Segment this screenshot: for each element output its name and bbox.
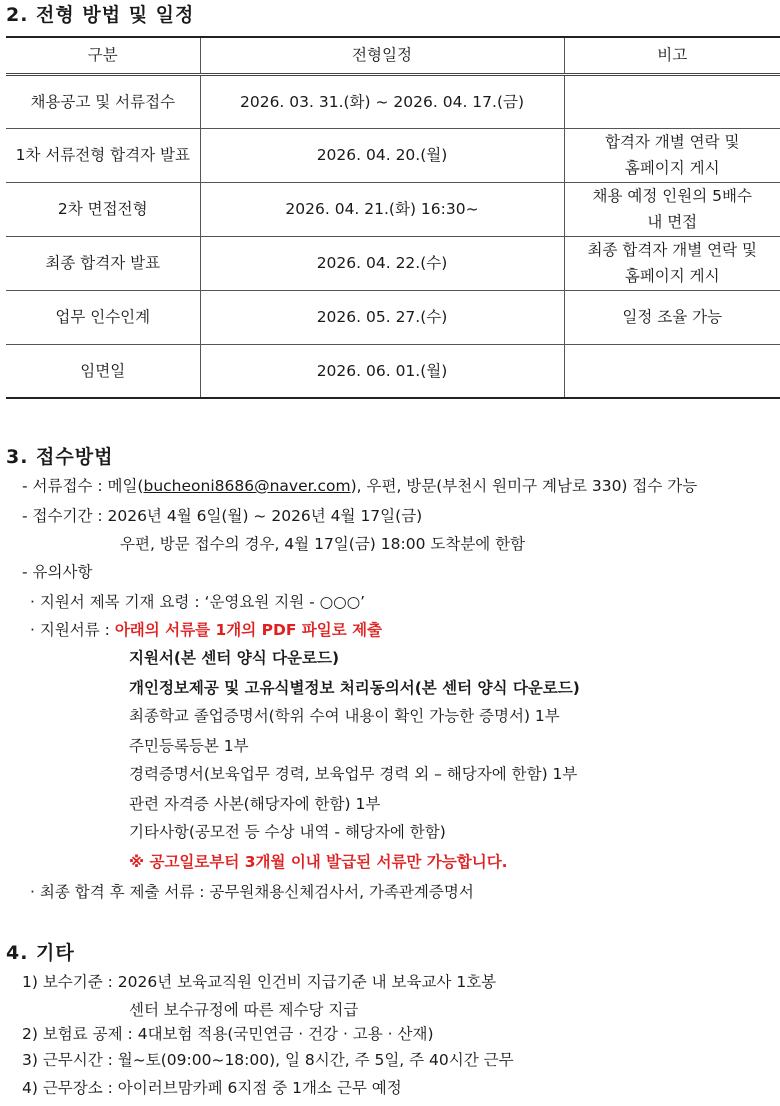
title-rule: · 지원서 제목 기재 요령 : ‘운영요원 지원 - ○○○’ — [30, 593, 366, 611]
header-schedule: 전형일정 — [200, 37, 564, 74]
table-row — [6, 236, 780, 290]
period-line-2: 우편, 방문 접수의 경우, 4월 17일(금) 18:00 도착분에 한함 — [120, 535, 526, 553]
doc-item: 경력증명서(보육업무 경력, 보육업무 경력 외 – 해당자에 한함) 1부 — [129, 765, 578, 783]
row-schedule: 2026. 05. 27.(수) — [200, 290, 564, 344]
row-note: 일정 조율 가능 — [564, 290, 780, 344]
row-schedule: 2026. 06. 01.(월) — [200, 344, 564, 398]
doc-receipt-prefix: - 서류접수 : 메일( — [22, 477, 144, 495]
row-schedule: 2026. 04. 20.(월) — [200, 128, 564, 182]
etc-item: 4) 근무장소 : 아이러브맘카페 6지점 중 1개소 근무 예정 — [22, 1079, 402, 1097]
notice-label: - 유의사항 — [22, 563, 93, 581]
table-row — [6, 344, 780, 398]
table-row — [6, 128, 780, 182]
final-docs: · 최종 합격 후 제출 서류 : 공무원채용신체검사서, 가족관계증명서 — [30, 883, 474, 901]
etc-item: 1) 보수기준 : 2026년 보육교직원 인건비 지급기준 내 보육교사 1호봉 — [22, 973, 497, 991]
doc-item: 개인정보제공 및 고유식별정보 처리동의서(본 센터 양식 다운로드) — [129, 679, 580, 697]
row-category: 임면일 — [6, 344, 200, 398]
docs-line — [30, 620, 382, 640]
table-header-row — [6, 37, 780, 74]
period-line-1: - 접수기간 : 2026년 4월 6일(월) ~ 2026년 4월 17일(금) — [22, 507, 423, 525]
row-note — [564, 344, 780, 398]
doc-item: 기타사항(공모전 등 수상 내역 - 해당자에 한함) — [129, 823, 446, 841]
header-note: 비고 — [564, 37, 780, 74]
doc-item: 주민등록등본 1부 — [129, 737, 249, 755]
etc-item: 센터 보수규정에 따른 제수당 지급 — [129, 1001, 359, 1019]
section-3-title: 3. 접수방법 — [6, 446, 114, 468]
row-schedule: 2026. 04. 21.(화) 16:30~ — [200, 182, 564, 236]
row-category: 1차 서류전형 합격자 발표 — [6, 128, 200, 182]
row-note: 합격자 개별 연락 및 홈페이지 게시 — [564, 128, 780, 182]
row-note — [564, 74, 780, 128]
schedule-table — [6, 36, 780, 399]
doc-receipt-suffix: ), 우편, 방문(부천시 원미구 계남로 330) 접수 가능 — [350, 477, 698, 495]
doc-item: 관련 자격증 사본(해당자에 한함) 1부 — [129, 795, 381, 813]
doc-item: 지원서(본 센터 양식 다운로드) — [129, 649, 340, 667]
row-schedule: 2026. 04. 22.(수) — [200, 236, 564, 290]
warning-text: ※ 공고일로부터 3개월 이내 발급된 서류만 가능합니다. — [129, 853, 508, 871]
row-category: 업무 인수인계 — [6, 290, 200, 344]
docs-highlight: 아래의 서류를 1개의 PDF 파일로 제출 — [114, 621, 383, 639]
etc-item: 2) 보험료 공제 : 4대보험 적용(국민연금 · 건강 · 고용 · 산재) — [22, 1025, 434, 1043]
table-row — [6, 74, 780, 128]
table-row — [6, 290, 780, 344]
row-category: 2차 면접전형 — [6, 182, 200, 236]
table-row — [6, 182, 780, 236]
row-note: 최종 합격자 개별 연락 및 홈페이지 게시 — [564, 236, 780, 290]
header-category: 구분 — [6, 37, 200, 74]
row-schedule: 2026. 03. 31.(화) ~ 2026. 04. 17.(금) — [200, 74, 564, 128]
etc-item: 3) 근무시간 : 월~토(09:00~18:00), 일 8시간, 주 5일, 주 40시간 근무 — [22, 1051, 514, 1069]
row-category: 채용공고 및 서류접수 — [6, 74, 200, 128]
email-link[interactable]: bucheoni8686@naver.com — [143, 477, 351, 495]
doc-item: 최종학교 졸업증명서(학위 수여 내용이 확인 가능한 증명서) 1부 — [129, 707, 560, 725]
row-note: 채용 예정 인원의 5배수 내 면접 — [564, 182, 780, 236]
doc-receipt-line — [22, 476, 697, 496]
docs-label: · 지원서류 : — [30, 621, 115, 639]
row-category: 최종 합격자 발표 — [6, 236, 200, 290]
section-2-title: 2. 전형 방법 및 일정 — [6, 4, 195, 26]
section-4-title: 4. 기타 — [6, 942, 75, 964]
